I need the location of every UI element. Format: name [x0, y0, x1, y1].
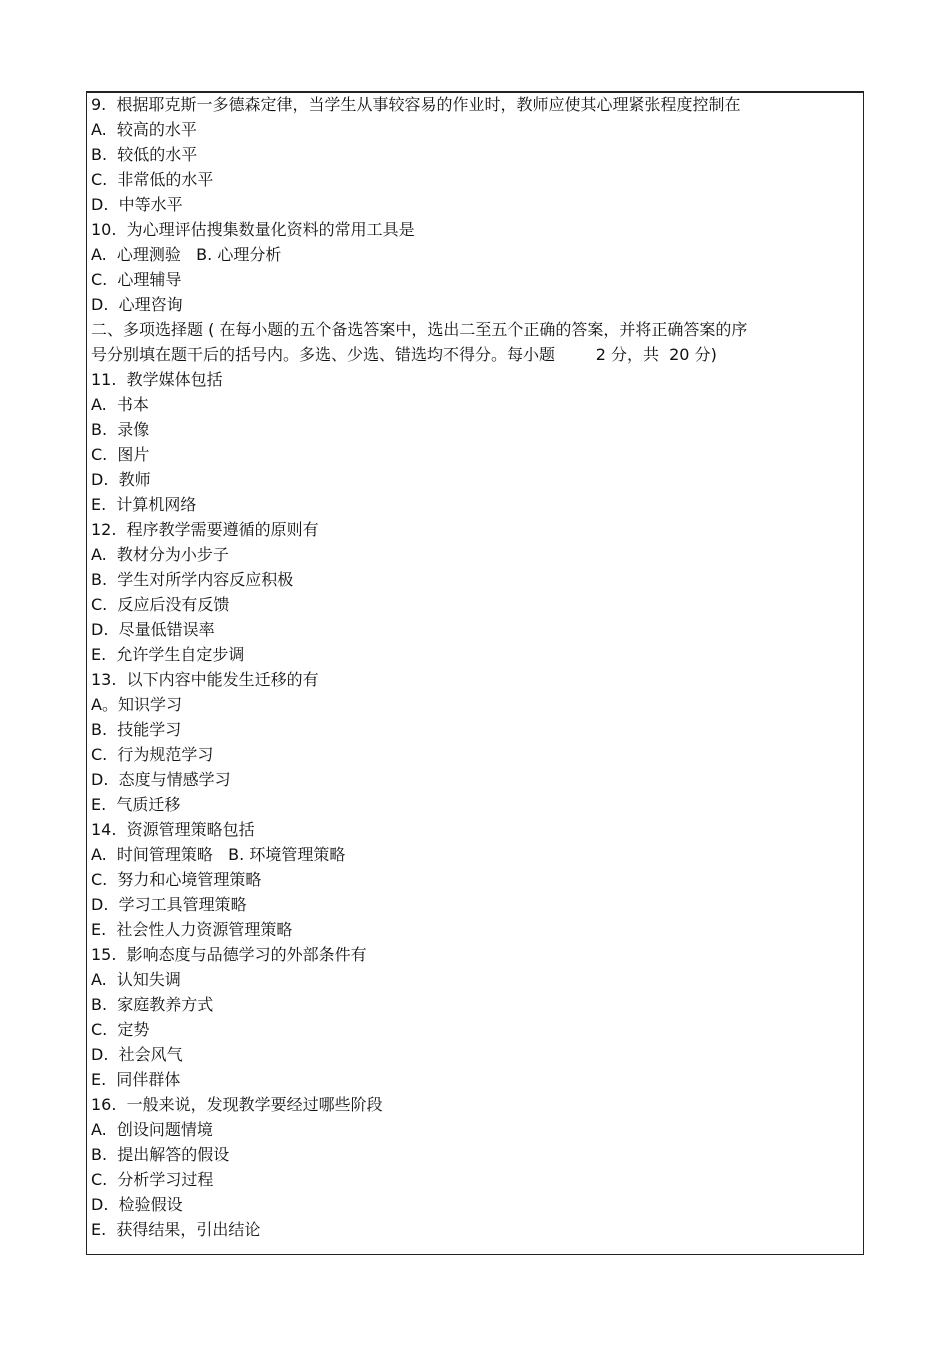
text-line: 15. 影响态度与品德学习的外部条件有 [91, 945, 367, 964]
text-line: E. 同伴群体 [91, 1070, 181, 1089]
text-line: B. 学生对所学内容反应积极 [91, 570, 294, 589]
text-line: 14. 资源管理策略包括 [91, 820, 255, 839]
text-line: D. 社会风气 [91, 1045, 183, 1064]
text-line: C. 定势 [91, 1020, 150, 1039]
text-line: C. 图片 [91, 445, 150, 464]
text-line: D. 态度与情感学习 [91, 770, 231, 789]
text-line: B. 提出解答的假设 [91, 1145, 230, 1164]
text-line: C. 努力和心境管理策略 [91, 870, 262, 889]
text-line: 12. 程序教学需要遵循的原则有 [91, 520, 319, 539]
text-line: D. 检验假设 [91, 1195, 183, 1214]
text-line: B. 较低的水平 [91, 145, 198, 164]
text-line: A. 书本 [91, 395, 149, 414]
text-line: 号分别填在题干后的括号内。多选、少选、错选均不得分。每小题 2 分，共 20 分) [91, 345, 717, 364]
text-line: C. 非常低的水平 [91, 170, 214, 189]
text-line: A. 较高的水平 [91, 120, 197, 139]
text-line: E. 气质迁移 [91, 795, 181, 814]
text-line: 10. 为心理评估搜集数量化资料的常用工具是 [91, 220, 415, 239]
text-line: A. 认知失调 [91, 970, 181, 989]
text-line: D. 教师 [91, 470, 151, 489]
text-line: 16. 一般来说，发现教学要经过哪些阶段 [91, 1095, 383, 1114]
text-line: 11. 教学媒体包括 [91, 370, 223, 389]
text-line: A。知识学习 [91, 695, 182, 714]
text-line: C. 分析学习过程 [91, 1170, 214, 1189]
text-line: 13. 以下内容中能发生迁移的有 [91, 670, 319, 689]
text-line: A. 心理测验 B. 心理分析 [91, 245, 282, 264]
text-line: B. 录像 [91, 420, 150, 439]
text-line: C. 心理辅导 [91, 270, 182, 289]
text-line: 9. 根据耶克斯一多德森定律，当学生从事较容易的作业时，教师应使其心理紧张程度控制在 [91, 95, 741, 114]
text-line: E. 计算机网络 [91, 495, 197, 514]
text-line: A. 教材分为小步子 [91, 545, 229, 564]
text-line: B. 家庭教养方式 [91, 995, 214, 1014]
text-line: A. 时间管理策略 B. 环境管理策略 [91, 845, 346, 864]
text-line: D. 学习工具管理策略 [91, 895, 247, 914]
text-line: E. 社会性人力资源管理策略 [91, 920, 293, 939]
text-line: D. 中等水平 [91, 195, 183, 214]
text-line: D. 心理咨询 [91, 295, 183, 314]
text-line: C. 反应后没有反馈 [91, 595, 230, 614]
text-line: 二、多项选择题 ( 在每小题的五个备选答案中，选出二至五个正确的答案，并将正确答案的序 [91, 320, 748, 339]
text-line: E. 允许学生自定步调 [91, 645, 245, 664]
text-line: D. 尽量低错误率 [91, 620, 215, 639]
question-text-block [91, 92, 859, 1242]
text-line: B. 技能学习 [91, 720, 182, 739]
text-line: C. 行为规范学习 [91, 745, 214, 764]
text-line: A. 创设问题情境 [91, 1120, 213, 1139]
text-line: E. 获得结果，引出结论 [91, 1220, 261, 1239]
